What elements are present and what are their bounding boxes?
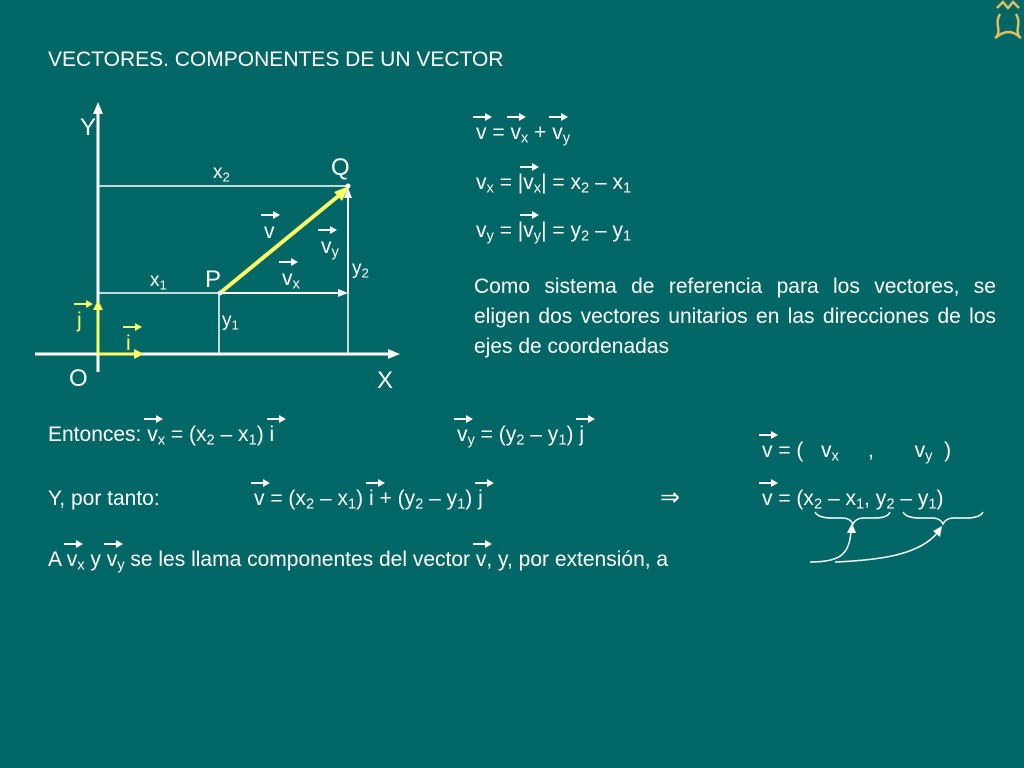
brace-x [815,512,890,524]
point-p-label: P [205,266,222,293]
x1-label: $x_1$ [150,270,167,293]
v-decomposition: $v = (x_2 - x_1) i + (y_2 - y_1)$ j [254,487,483,513]
y1-label: $y_1$ [222,310,239,333]
v-coordinates: $v = (x_2 - x_1$, $y_2 - y_1$) [762,487,944,513]
y2-label: $y_2$ [352,258,369,281]
vy-expression: $v_y = (y_2 - y_1)$ j [457,423,584,449]
vy-label: $v_y$ [321,235,339,261]
point-q [346,184,351,189]
vector-tuple: v = ( $v_x$ , $v_y$ ) [762,439,952,465]
origin-label: O [69,365,88,392]
page-title: VECTORES. COMPONENTES DE UN VECTOR [48,48,504,71]
y-axis-arrow-icon [93,102,103,114]
point-q-label: Q [331,154,350,181]
axis-x-label: X [377,367,394,394]
brace-y [903,512,983,524]
x2-label: $x_2$ [213,162,230,185]
equation-vy: $v_y = |v_y| = y_2 - y_1$ [476,219,632,245]
equation-v-sum: $v = v_x + v_y$ [476,121,571,147]
v-label: v [264,220,275,243]
vx-label: $v_x$ [282,267,300,293]
implies-icon: ⇒ [660,484,681,511]
x-axis-arrow-icon [388,349,400,359]
components-sentence: A $v_x$ y $v_y$ se les llama componentes del vector v, y, por extensión, a [48,548,669,574]
explanation-paragraph: Como sistema de referencia para los vectores, se eligen dos vectores unitarios en las direcciones de los ejes de coordenadas [474,275,996,358]
unit-i-label: i [126,332,131,355]
axis-y-label: Y [80,114,97,141]
por-tanto-label: Y, por tanto: [48,487,160,510]
unit-j-label: j [77,309,82,332]
entonces-line: Entonces: $v_x = (x_2 - x_1)$ i [48,423,275,449]
equation-vx: $v_x = |v_x| = x_2 - x_1$ [476,171,632,197]
